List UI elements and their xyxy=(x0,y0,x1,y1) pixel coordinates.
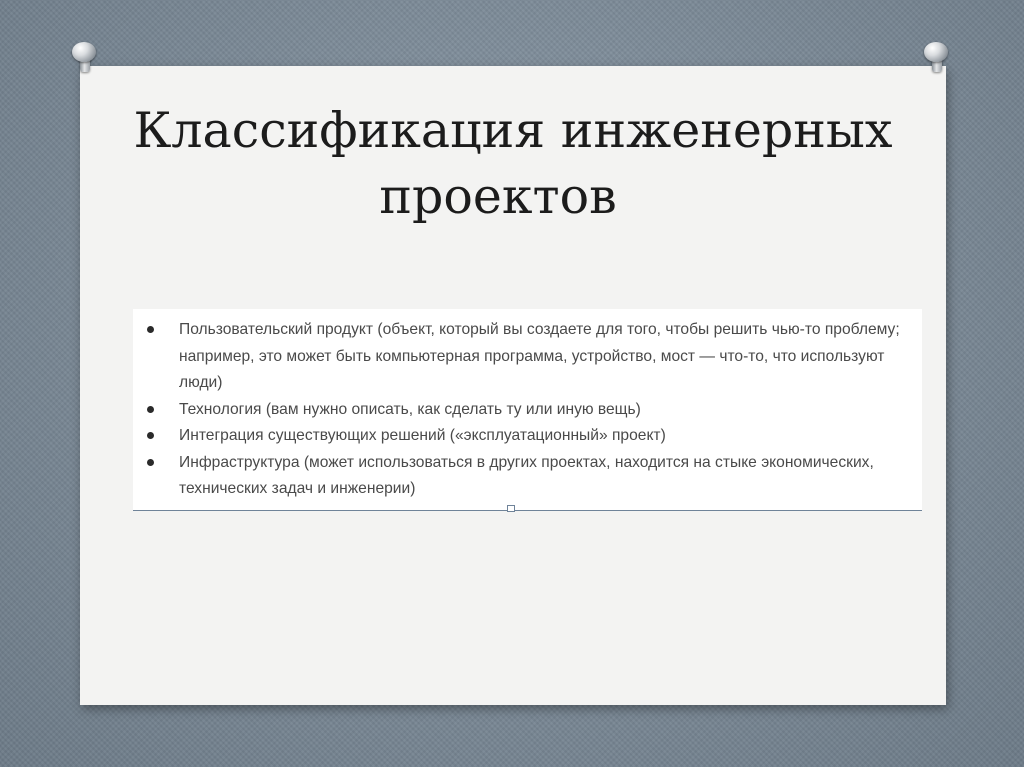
bullet-list-image xyxy=(133,309,922,511)
list-item-text: Пользовательский продукт (объект, который вы создаете для того, чтобы решить чью-то проблему; например, это может быть компьютерная программа, устройство, мост — что-то, что используют люди) xyxy=(179,321,900,391)
bullet-dot-icon xyxy=(147,432,154,439)
pushpin-icon xyxy=(920,40,954,74)
bullet-dot-icon xyxy=(147,326,154,333)
slide-title xyxy=(80,98,946,230)
resize-handle[interactable] xyxy=(507,505,515,512)
pushpin-head xyxy=(924,42,948,62)
list-item-text: Инфраструктура (может использоваться в других проектах, находится на стыке экономических, технических задач и инженерии) xyxy=(179,453,874,497)
bullet-dot-icon xyxy=(147,406,154,413)
list-item-text: Интеграция существующих решений («эксплуатационный» проект) xyxy=(179,427,666,444)
list-item-text: Технология (вам нужно описать, как сделать ту или иную вещь) xyxy=(179,400,641,418)
list-item xyxy=(133,450,922,503)
pushpin-head xyxy=(72,42,96,62)
bullet-list xyxy=(133,317,922,503)
bullet-dot-icon xyxy=(147,459,154,466)
slide-title-line-2: проектов xyxy=(379,168,617,225)
list-item xyxy=(133,423,922,450)
list-item xyxy=(133,397,922,424)
slide-title-line-1: Классификация инженерных xyxy=(133,102,893,159)
pushpin-icon xyxy=(68,40,102,74)
list-item xyxy=(133,317,922,397)
